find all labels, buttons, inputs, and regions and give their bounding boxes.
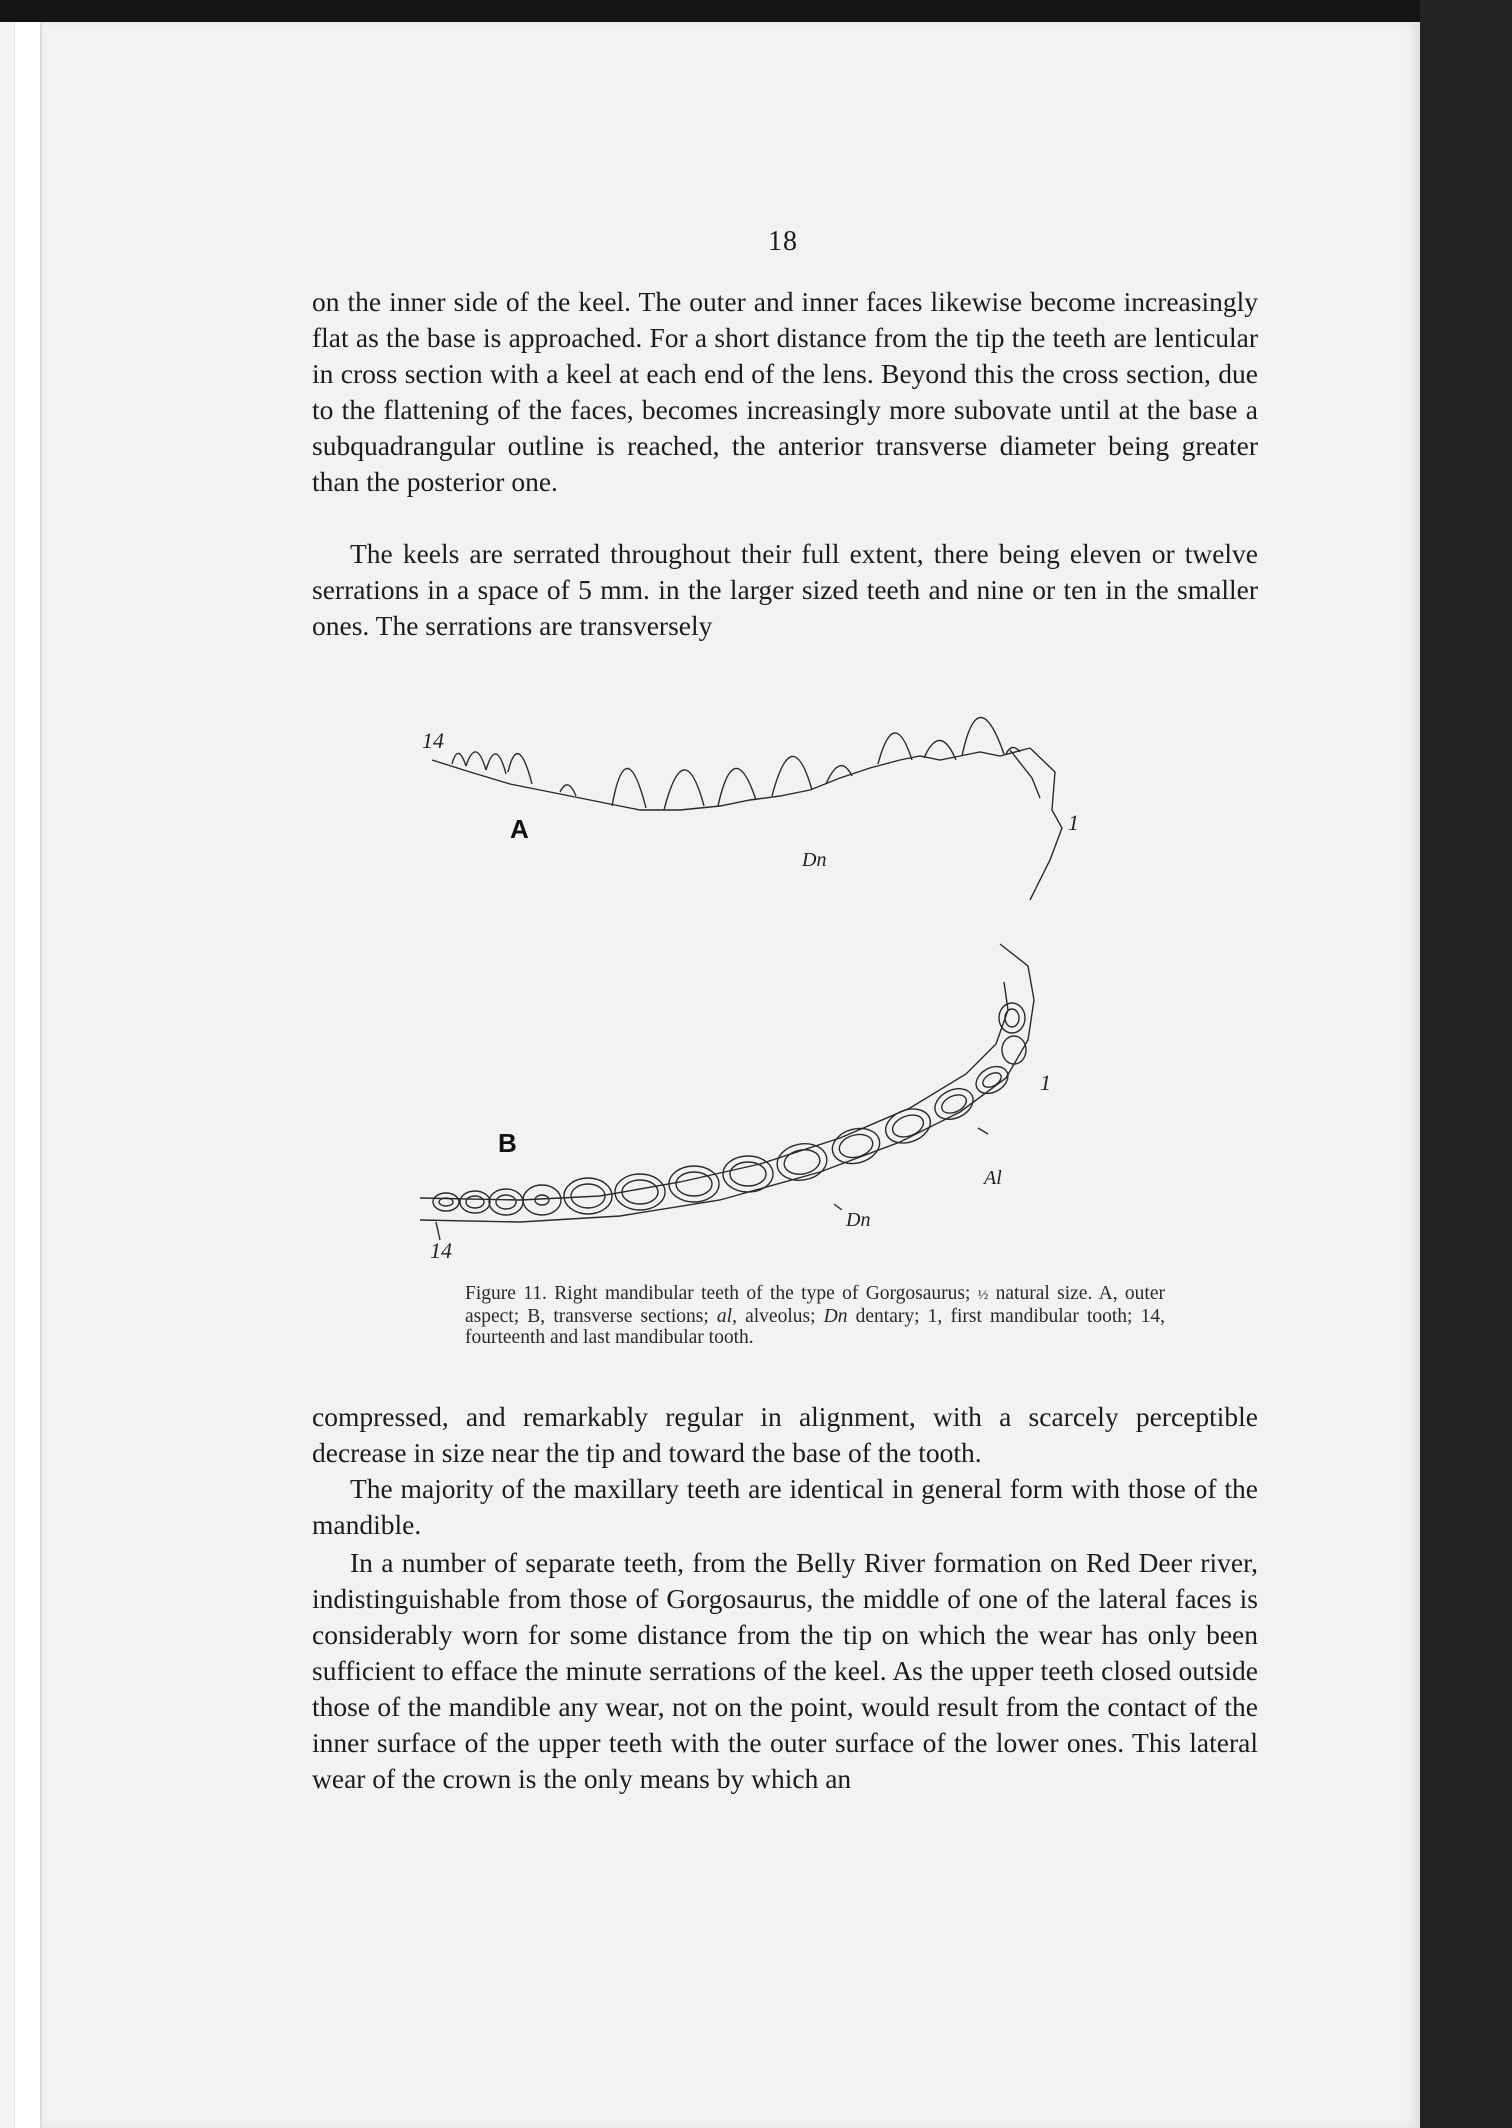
alveolus-4 <box>881 1103 935 1149</box>
tooth-section-1 <box>1005 1009 1019 1027</box>
tooth-section-8 <box>676 1172 712 1196</box>
tooth-section-7 <box>730 1162 766 1186</box>
label-b-1: 1 <box>1040 1070 1051 1095</box>
panel-a-outer-aspect <box>422 717 1079 900</box>
scan-right-border <box>1420 0 1512 2128</box>
paragraph-maxillary: The majority of the maxillary teeth are identical in general form with those of the mandible. <box>312 1473 1258 1540</box>
tooth-14 <box>452 753 466 766</box>
alveolus-5 <box>828 1123 883 1168</box>
label-b-14: 14 <box>430 1238 452 1263</box>
paragraph-compressed: compressed, and remarkably regular in alignment, with a scarcely perceptible decrease in size near the tip and toward the base of the tooth. <box>312 1401 1258 1468</box>
jaw-outer-contour <box>420 944 1034 1222</box>
symphysis-line <box>1010 750 1040 798</box>
caption-part1: natural size. A, outer aspect; B, transverse sections; <box>465 1283 1165 1327</box>
caption-al-abbrev: al <box>716 1306 733 1327</box>
alveolus-2 <box>971 1061 1012 1099</box>
page-number: 18 <box>768 226 798 257</box>
label-a-1: 1 <box>1068 810 1079 835</box>
caption-fraction: ½ <box>977 1288 989 1303</box>
tooth-section-2 <box>980 1070 1003 1090</box>
scan-top-border <box>0 0 1512 22</box>
label-b-alveolus: Al <box>984 1167 1002 1189</box>
tooth-section-11 <box>535 1195 549 1205</box>
label-a-14: 14 <box>422 728 444 753</box>
tooth-4 <box>878 733 912 764</box>
label-b-dentary: Dn <box>846 1209 871 1231</box>
label-panel-b: B <box>498 1128 517 1158</box>
tooth-section-5 <box>837 1131 876 1161</box>
tooth-13 <box>466 752 486 770</box>
figure-caption <box>465 1283 1165 1348</box>
jaw-inner-contour <box>420 982 1008 1200</box>
caption-dn-abbrev: Dn <box>823 1306 848 1327</box>
label-a-dentary: Dn <box>802 849 827 871</box>
tooth-12 <box>486 754 506 774</box>
mandible-illustration <box>400 660 1180 1263</box>
caption-part2: , alveolus; <box>732 1306 824 1327</box>
tooth-6 <box>772 756 812 796</box>
alveolus-1 <box>999 1003 1025 1033</box>
tooth-section-13 <box>466 1196 484 1208</box>
paragraph-belly-river: In a number of separate teeth, from the Belly River formation on Red Deer river, indistinguishable from those of Gorgosaurus, the middle of one of the lateral faces is considerably worn for some distance from the tip on which the wear has only been sufficient to efface the minute serrations of the keel. As the upper teeth closed outside those of the mandible any wear, not on the point, would result from the contact of the inner surface of the upper teeth with the outer surface of the lower ones. This lateral wear of the crown is the only means by which an <box>312 1547 1258 1794</box>
tooth-section-9 <box>622 1180 658 1204</box>
dentary-front-profile <box>1030 748 1062 900</box>
alveolus-13 <box>460 1191 490 1213</box>
alveolus-12 <box>489 1189 523 1215</box>
leader-dentary <box>834 1204 842 1210</box>
paragraph-keel-faces: on the inner side of the keel. The outer and inner faces likewise become increasingly flat as the base is approached. For a short distance from the tip the teeth are lenticular in cross section with a keel at each end of the lens. Beyond this the cross section, due to the flattening of the faces, becomes increasingly more subovate until at the base a subquadrangular outline is reached, the anterior transverse diameter being greater than the posterior one. <box>312 286 1258 497</box>
figure-11-drawing <box>400 660 1180 1263</box>
tooth-11 <box>508 754 532 784</box>
label-panel-a: A <box>510 814 529 844</box>
caption-part3: dentary; 1, first mandibular tooth; 14, fourteenth and last mandibular tooth. <box>465 1306 1165 1348</box>
tooth-section-3 <box>939 1091 969 1116</box>
paragraph-serrations: The keels are serrated throughout their full extent, there being eleven or twelve serrations in a space of 5 mm. in the larger sized teeth and nine or ten in the smaller ones. The serrations are transversely <box>312 538 1258 641</box>
leader-alveolus <box>978 1128 988 1134</box>
caption-lead: Figure 11. Right mandibular teeth of the type of Gorgosaurus; <box>465 1283 971 1304</box>
tooth-2 <box>962 717 1004 756</box>
scan-left-edge <box>0 22 15 2128</box>
tooth-9 <box>612 768 646 808</box>
panel-b-transverse-sections <box>420 944 1051 1263</box>
tooth-8 <box>664 770 704 810</box>
alveolus-14 <box>433 1193 459 1211</box>
tooth-section-12 <box>496 1195 516 1209</box>
